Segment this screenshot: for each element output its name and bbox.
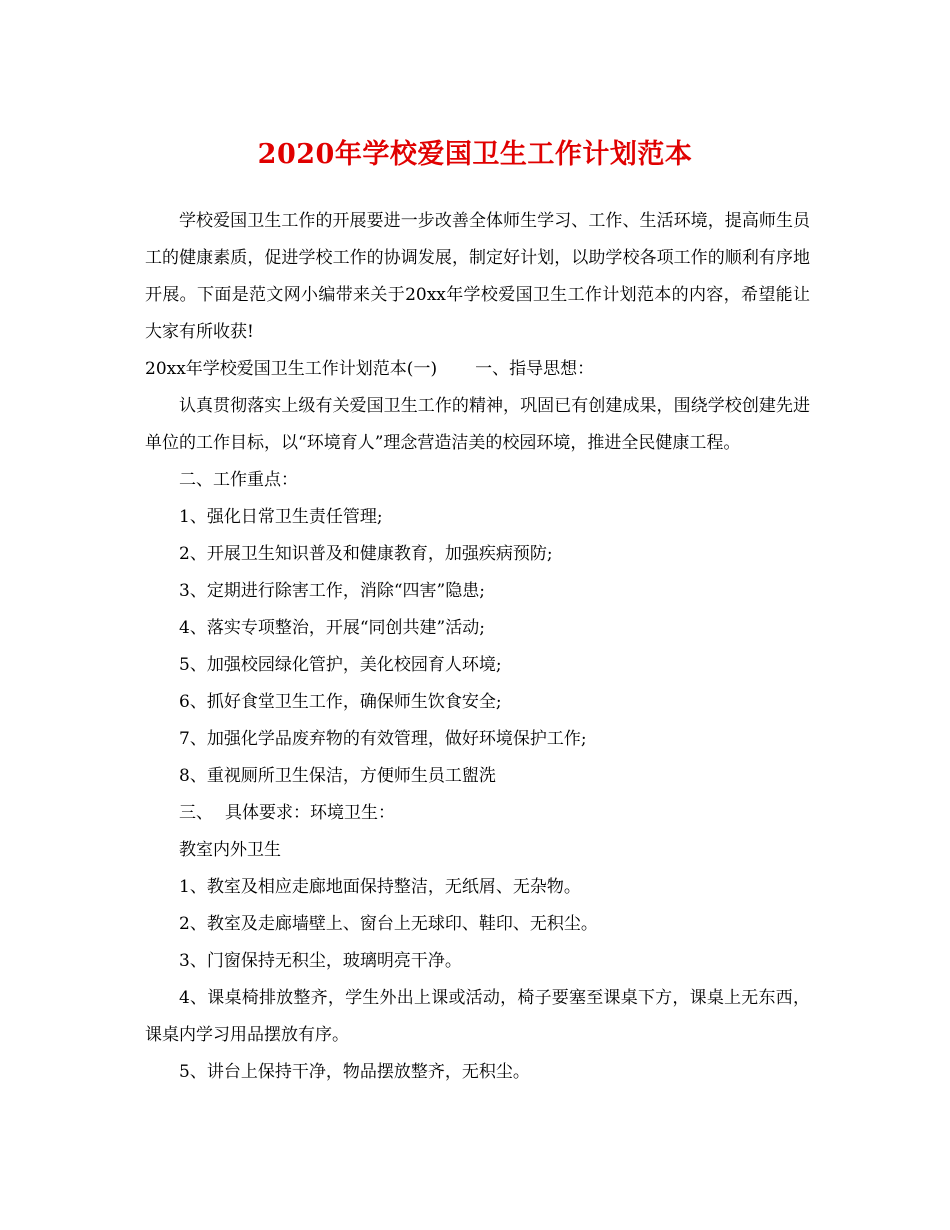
- section3-prefix: 三、: [179, 803, 213, 823]
- subheading: 20xx年学校爱国卫生工作计划范本(一): [145, 359, 438, 379]
- focus-item: 6、抓好食堂卫生工作，确保师生饮食安全;: [179, 692, 502, 712]
- focus-item: 8、重视厕所卫生保洁，方便师生员工盥洗: [179, 766, 496, 786]
- section1-paragraph: 认真贯彻落实上级有关爱国卫生工作的精神，巩固已有创建成果，围绕学校创建先进单位的工作目标，以“环境育人”理念营造洁美的校园环境，推进全民健康工程。: [145, 396, 810, 453]
- subheading-line: [145, 351, 810, 388]
- focus-item: 3、定期进行除害工作，消除“四害”隐患;: [179, 581, 485, 601]
- document-title: 2020年学校爱国卫生工作计划范本: [257, 139, 693, 170]
- classroom-item: 3、门窗保持无积尘，玻璃明亮干净。: [179, 951, 462, 971]
- focus-item: 2、开展卫生知识普及和健康教育，加强疾病预防;: [179, 544, 553, 564]
- classroom-heading: 教室内外卫生: [179, 840, 281, 860]
- classroom-item: 2、教室及走廊墙壁上、窗台上无球印、鞋印、无积尘。: [179, 914, 598, 934]
- classroom-item: 1、教室及相应走廊地面保持整洁，无纸屑、无杂物。: [179, 877, 581, 897]
- document-body: [145, 203, 810, 1091]
- focus-item: 1、强化日常卫生责任管理;: [179, 507, 383, 527]
- section3-heading-line: [145, 795, 810, 832]
- intro-paragraph: 学校爱国卫生工作的开展要进一步改善全体师生学习、工作、生活环境，提高师生员工的健康素质，促进学校工作的协调发展，制定好计划，以助学校各项工作的顺利有序地开展。下面是范文网小编带来关于20xx年学校爱国卫生工作计划范本的内容，希望能让大家有所收获!: [145, 211, 810, 342]
- classroom-item: 4、课桌椅排放整齐，学生外出上课或活动，椅子要塞至课桌下方，课桌上无东西，课桌内学习用品摆放有序。: [145, 988, 810, 1045]
- section1-heading: 一、指导思想：: [475, 359, 595, 379]
- classroom-item: 5、讲台上保持干净，物品摆放整齐，无积尘。: [179, 1062, 530, 1082]
- section3-heading: 具体要求：环境卫生：: [225, 803, 395, 823]
- focus-item: 7、加强化学品废弃物的有效管理，做好环境保护工作;: [179, 729, 587, 749]
- focus-item: 4、落实专项整治，开展“同创共建”活动;: [179, 618, 485, 638]
- section2-heading: 二、工作重点：: [179, 470, 298, 490]
- focus-item: 5、加强校园绿化管护，美化校园育人环境;: [179, 655, 502, 675]
